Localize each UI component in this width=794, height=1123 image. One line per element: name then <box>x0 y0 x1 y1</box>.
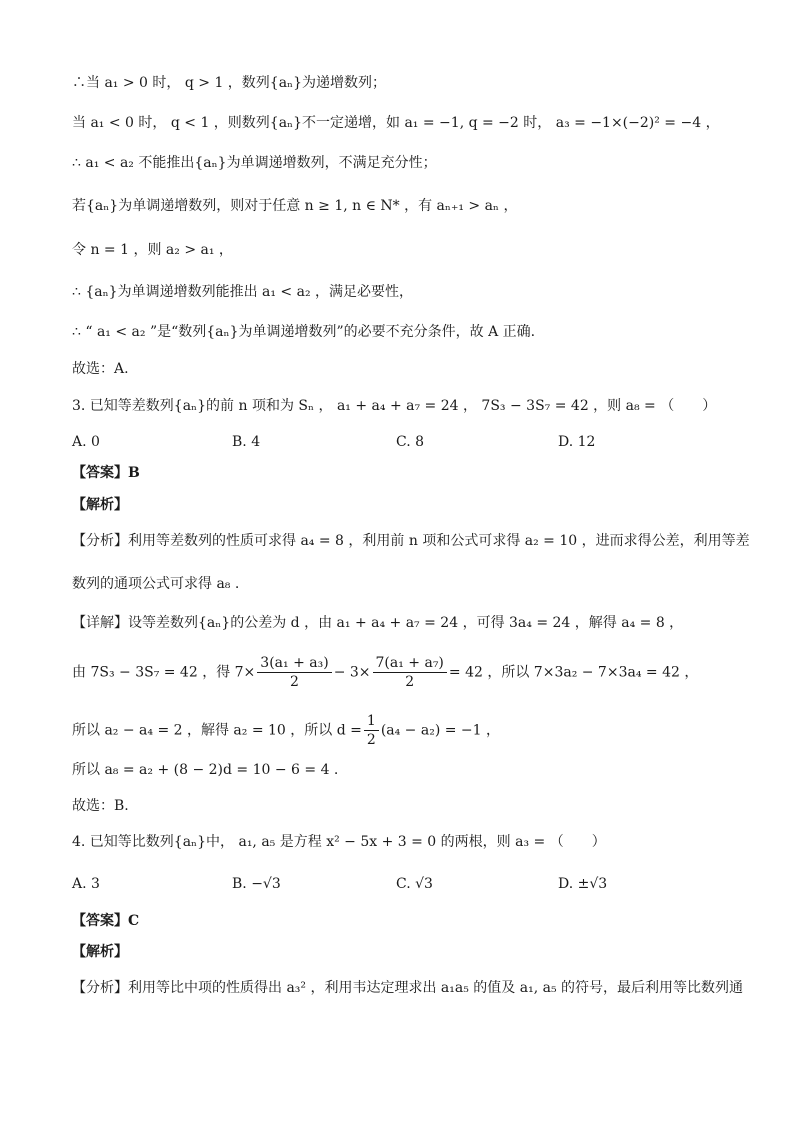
q4-option-b: B. −√3 <box>232 876 281 892</box>
q3-option-c: C. 8 <box>396 434 425 450</box>
q3-fraction-2-den: 2 <box>405 674 415 690</box>
q3-detail-line-1: 【详解】设等差数列{aₙ}的公差为 d ，由 a₁ + a₄ + a₇ = 24 ，可得 3a₄ = 24 ，解得 a₄ = 8 ， <box>72 615 684 631</box>
q3-option-b: B. 4 <box>232 434 261 450</box>
question-3-stem: 3. 已知等差数列{aₙ}的前 n 项和为 Sₙ ， a₁ + a₄ + a₇ = 24 ， 7S₃ − 3S₇ = 42 ，则 a₈ = （ ） <box>72 398 717 414</box>
q3-fraction-1 <box>257 654 331 691</box>
q3-fraction-2 <box>373 654 447 691</box>
q3-fraction-1-num: 3(a₁ + a₃) <box>257 654 331 673</box>
q4-analysis-line-1: 【分析】利用等比中项的性质得出 a₃² ，利用韦达定理求出 a₁a₅ 的值及 a₁, a₅ 的符号，最后利用等比数列通 <box>72 980 744 996</box>
q3-fraction-3-num: 1 <box>364 712 379 731</box>
text-line-2: 当 a₁ < 0 时， q < 1 ，则数列{aₙ}不一定递增，如 a₁ = −1, q = −2 时， a₃ = −1×(−2)² = −4 ， <box>72 115 720 131</box>
q3-detail-line-2 <box>72 654 698 691</box>
q3-fraction-3-den: 2 <box>366 732 376 748</box>
q4-option-d: D. ±√3 <box>558 876 608 892</box>
q4-answer: 【答案】C <box>72 913 140 929</box>
q3-analysis-line-2: 数列的通项公式可求得 a₈ . <box>72 576 240 592</box>
text-line-5: 令 n = 1 ，则 a₂ > a₁ ， <box>72 242 233 258</box>
q3-detail-3-post: (a₄ − a₂) = −1 ， <box>380 722 501 739</box>
q3-fraction-2-num: 7(a₁ + a₇) <box>373 654 447 673</box>
q3-detail-2-pre: 由 7S₃ − 3S₇ = 42 ，得 7× <box>72 664 256 681</box>
text-line-4: 若{aₙ}为单调递增数列，则对于任意 n ≥ 1, n ∈ N* ，有 aₙ₊₁ > aₙ ， <box>72 198 518 214</box>
q4-jiexi-heading: 【解析】 <box>72 944 128 960</box>
q3-fraction-1-den: 2 <box>290 674 299 690</box>
q3-detail-line-4: 所以 a₈ = a₂ + (8 − 2)d = 10 − 6 = 4 . <box>72 762 339 778</box>
q3-answer: 【答案】B <box>72 465 140 481</box>
question-4-stem: 4. 已知等比数列{aₙ}中， a₁, a₅ 是方程 x² − 5x + 3 = 0 的两根，则 a₃ = （ ） <box>72 834 606 850</box>
q3-option-a: A. 0 <box>72 434 100 450</box>
text-line-7: ∴ “ a₁ < a₂ ”是“数列{aₙ}为单调递增数列”的必要不充分条件，故 A 正确. <box>72 324 536 340</box>
q3-option-d: D. 12 <box>558 434 596 450</box>
text-line-1: ∴当 a₁ > 0 时， q > 1 ，数列{aₙ}为递增数列； <box>72 75 387 91</box>
q3-detail-line-3 <box>72 712 500 749</box>
text-line-6: ∴ {aₙ}为单调递增数列能推出 a₁ < a₂ ，满足必要性， <box>72 284 414 300</box>
q4-option-a: A. 3 <box>72 876 100 892</box>
q3-choose: 故选：B. <box>72 798 129 814</box>
q3-fraction-3 <box>364 712 379 749</box>
q3-detail-2-mid: − 3× <box>333 664 371 681</box>
q3-jiexi-heading: 【解析】 <box>72 497 128 513</box>
q3-detail-3-pre: 所以 a₂ − a₄ = 2 ，解得 a₂ = 10 ，所以 d = <box>72 722 362 739</box>
q4-option-c: C. √3 <box>396 876 433 892</box>
text-line-8: 故选：A. <box>72 361 129 377</box>
text-line-3: ∴ a₁ < a₂ 不能推出{aₙ}为单调递增数列，不满足充分性； <box>72 155 437 171</box>
q3-detail-2-post: = 42 ，所以 7×3a₂ − 7×3a₄ = 42 ， <box>448 664 699 681</box>
q3-analysis-line-1: 【分析】利用等差数列的性质可求得 a₄ = 8 ，利用前 n 项和公式可求得 a₂ = 10 ，进而求得公差，利用等差 <box>72 533 750 549</box>
